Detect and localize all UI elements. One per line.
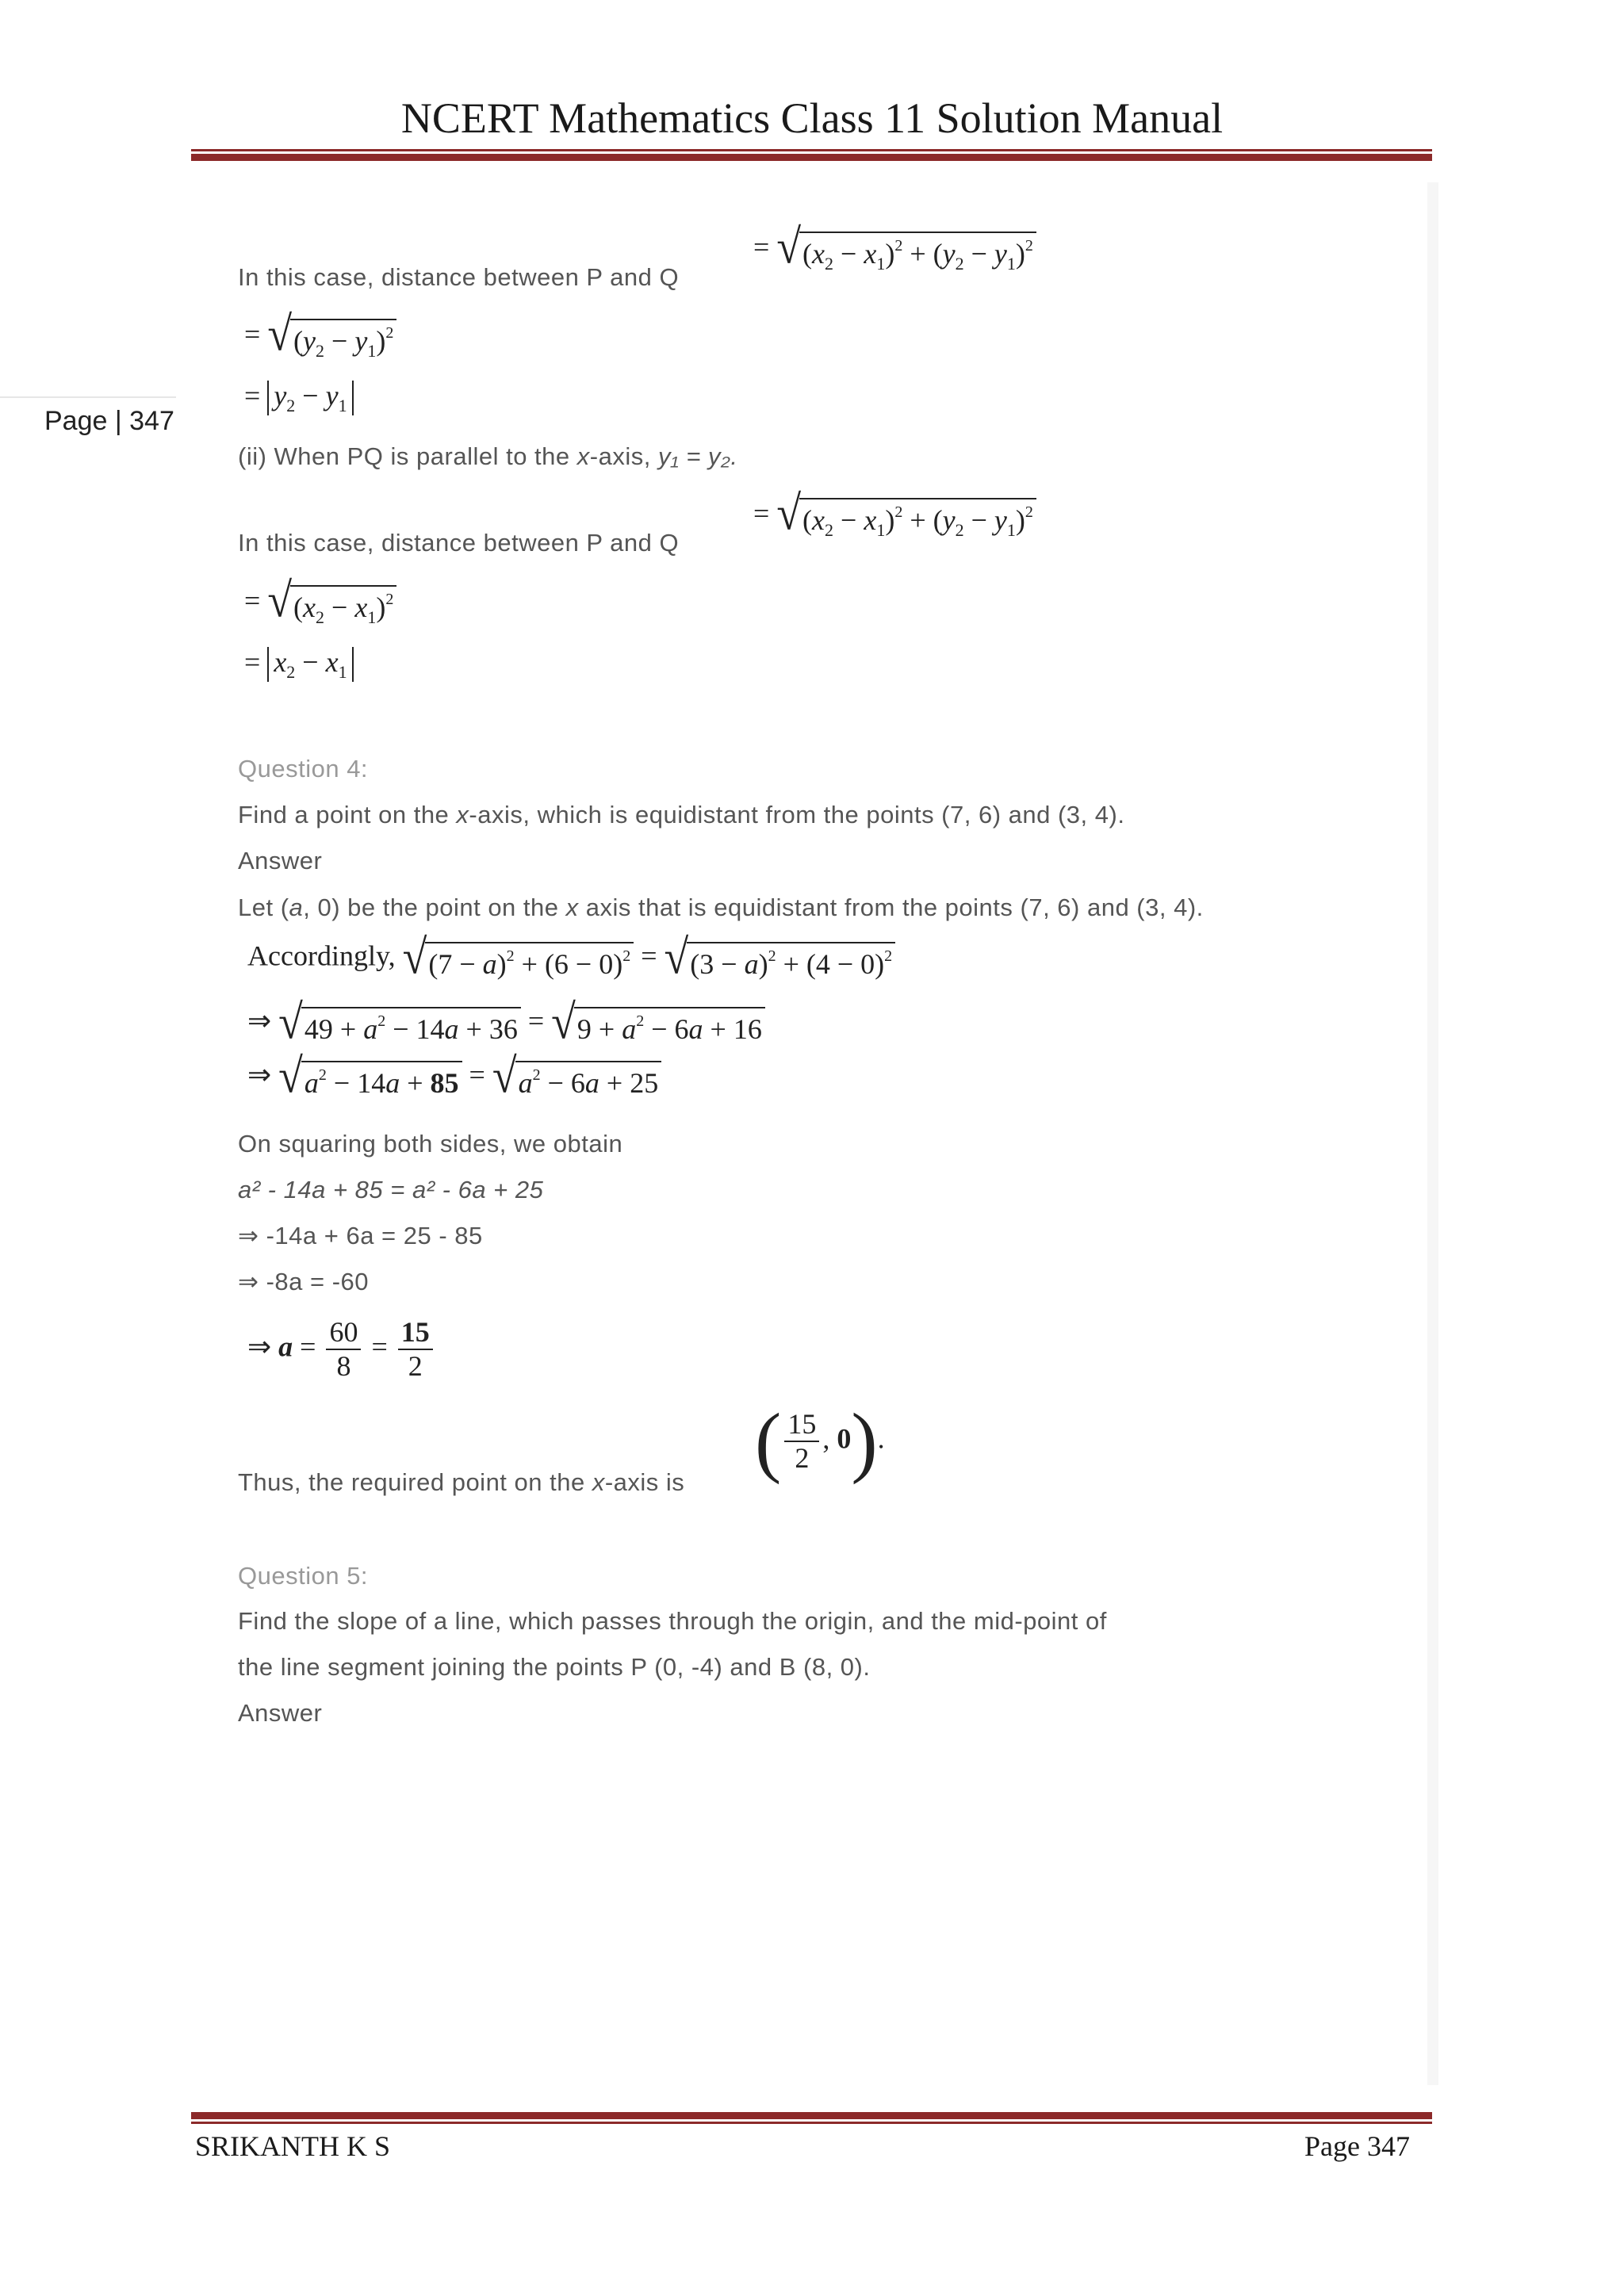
header-rule-thin bbox=[191, 149, 1432, 151]
equation-sqrt-y: = √ $(y_2 - y_1)^2$ bbox=[244, 312, 396, 362]
distance-intro-2: In this case, distance between P and Q bbox=[238, 529, 680, 557]
equation-sqrt-x: = √ $(x_2 - x_1)^2$ bbox=[244, 579, 396, 628]
equation-simplified: ⇒ √ $a^2 - 14a + 85$ = √ $a^2 - 6a + 25$ bbox=[247, 1054, 661, 1100]
question-5-heading: Question 5: bbox=[238, 1562, 369, 1590]
parallel-x-axis-line: (ii) When PQ is parallel to the x-axis, y₁ = y₂. bbox=[238, 442, 738, 470]
distance-formula-1: = √ $(x_2 - x_1)^2 + (y_2 - y_1)^2$ bbox=[753, 225, 1036, 274]
squaring-text: On squaring both sides, we obtain bbox=[238, 1130, 623, 1158]
page-header-title: NCERT Mathematics Class 11 Solution Manual bbox=[400, 94, 1224, 142]
header-rule-thick bbox=[191, 154, 1432, 161]
footer-page-number: Page 347 bbox=[1304, 2130, 1410, 2162]
question-5-text-line-1: Find the slope of a line, which passes through the origin, and the mid-point of bbox=[238, 1607, 1107, 1635]
equation-solve-a: ⇒ a = $\frac{60}{8}$ = $\frac{15}{2}$ bbox=[247, 1316, 436, 1383]
question-5-answer-label: Answer bbox=[238, 1699, 323, 1727]
equation-step-3: ⇒ -8a = -60 bbox=[238, 1268, 370, 1295]
equation-step-1: a² - 14a + 85 = a² - 6a + 25 bbox=[238, 1176, 544, 1203]
question-5-text-line-2: the line segment joining the points P (0, -4) and B (8, 0). bbox=[238, 1653, 871, 1681]
distance-intro-1: In this case, distance between P and Q bbox=[238, 263, 680, 291]
footer-author: SRIKANTH K S bbox=[195, 2130, 391, 2162]
equation-step-2: ⇒ -14a + 6a = 25 - 85 bbox=[238, 1222, 483, 1249]
footer-rule-thin bbox=[191, 2122, 1432, 2124]
question-4-text: Find a point on the x-axis, which is equidistant from the points (7, 6) and (3, 4). bbox=[238, 801, 1125, 828]
conclusion-point: ( $\frac{15}{2}$ , 0). bbox=[755, 1397, 885, 1485]
equation-abs-x: = $x_2 - x_1$ bbox=[244, 645, 354, 682]
distance-formula-2: = √ $(x_2 - x_1)^2 + (y_2 - y_1)^2$ bbox=[753, 492, 1036, 541]
question-4-let-statement: Let (a, 0) be the point on the x axis that is equidistant from the points (7, 6) and (3, 4). bbox=[238, 894, 1204, 921]
footer-rule-thick bbox=[191, 2112, 1432, 2119]
equation-accordingly: Accordingly, √ $(7 - a)^2 + (6 - 0)^2$ = √ $(3 - a)^2 + (4 - 0)^2$ bbox=[247, 936, 895, 982]
question-4-heading: Question 4: bbox=[238, 755, 369, 783]
conclusion-text: Thus, the required point on the x-axis is bbox=[238, 1468, 685, 1496]
margin-divider bbox=[0, 396, 176, 398]
equation-abs-y: = $y_2 - y_1$ bbox=[244, 379, 354, 415]
scan-edge-shade bbox=[1427, 182, 1438, 2085]
equation-expanded: ⇒ √ $49 + a^2 - 14a + 36$ = √ $9 + a^2 - 6a + 16$ bbox=[247, 1001, 765, 1047]
margin-page-label: Page | 347 bbox=[44, 406, 174, 436]
question-4-answer-label: Answer bbox=[238, 847, 323, 874]
